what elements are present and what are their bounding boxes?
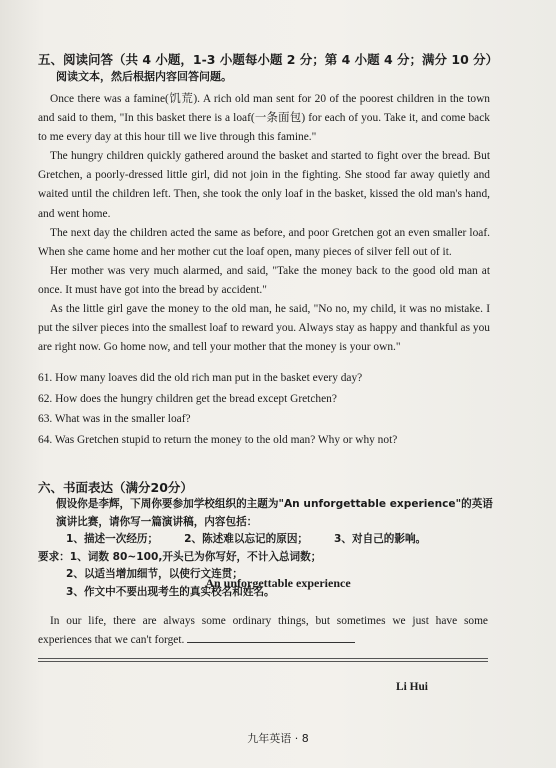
writing-line[interactable] xyxy=(38,658,488,659)
page-footer: 九年英语 · 8 xyxy=(247,732,309,745)
requirement-item: 2、以适当增加细节，以使行文连贯； xyxy=(66,568,243,580)
answer-blank[interactable] xyxy=(187,632,355,643)
question-list xyxy=(38,368,397,450)
requirement-1-line xyxy=(38,549,498,567)
composition-opening xyxy=(38,612,488,650)
signature: Li Hui xyxy=(396,681,428,693)
passage-paragraph: The hungry children quickly gathered around the basket and started to fight over the bread. But Gretchen, a poorly-dressed little girl, did not join in the fighting. She stood far away quietly and waited until the children left. Then, she took the only loaf in the basket, kissed the old man's hand, and went home. xyxy=(38,150,490,220)
requirements-label: 要求： xyxy=(38,550,70,563)
section6-title: 六、书面表达（满分20分） xyxy=(38,480,193,495)
passage-paragraph: Once there was a famine(饥荒). A rich old man sent for 20 of the poorest children in the town and said to them, "In this basket there is a loaf(一条面包) for each of you. Take it, and come back to me every day at this hour till we live through this famine." xyxy=(38,93,490,144)
question-61: 61. How many loaves did the old rich man put in the basket every day? xyxy=(38,372,363,384)
question-62: 62. How does the hungry children get the bread except Gretchen? xyxy=(38,392,337,405)
requirement-item: 3、作文中不要出现考生的真实校名和姓名。 xyxy=(66,585,275,598)
writing-line-double xyxy=(38,661,488,662)
section5-title: 五、阅读问答（共 4 小题，1-3 小题每小题 2 分；第 4 小题 4 分；满分 10 分） xyxy=(38,52,499,67)
opening-text: In our life, there are always some ordinary things, but sometimes we just have some experiences that we can't forget. xyxy=(38,615,488,646)
prompt-point: 2、陈述难以忘记的原因； xyxy=(184,533,309,545)
requirement-item: 1、词数 80~100,开头已为你写好，不计入总词数； xyxy=(69,550,322,563)
prompt-intro: 假设你是李辉，下周你要参加学校组织的主题为"An unforgettable experience"的英语演讲比赛，请你写一篇演讲稿，内容包括： xyxy=(56,498,493,528)
passage-paragraph: As the little girl gave the money to the old man, he said, "No no, my child, it was no mistake. I put the silver pieces into the smallest loaf to reward you. Always stay as happy and thankful as you are right now. Go home now, and tell your mother that the money is your own." xyxy=(38,303,490,354)
passage-paragraph: The next day the children acted the same as before, and poor Gretchen got an even smaller loaf. When she came home and her mother cut the loaf open, many pieces of silver fell out of it. xyxy=(38,226,490,258)
passage-paragraph: Her mother was very much alarmed, and said, "Take the money back to the good old man at once. It must have got into the bread by accident." xyxy=(38,264,490,296)
prompt-point: 3、对自己的影响。 xyxy=(334,533,427,545)
reading-passage xyxy=(38,90,490,357)
question-64: 64. Was Gretchen stupid to return the money to the old man? Why or why not? xyxy=(38,433,398,446)
section5-instruction: 阅读文本，然后根据内容回答问题。 xyxy=(56,70,232,83)
prompt-points xyxy=(38,531,498,549)
composition-title: An unforgettable experience xyxy=(205,576,351,590)
prompt-point: 1、描述一次经历； xyxy=(66,533,159,545)
question-63: 63. What was in the smaller loaf? xyxy=(38,413,191,425)
